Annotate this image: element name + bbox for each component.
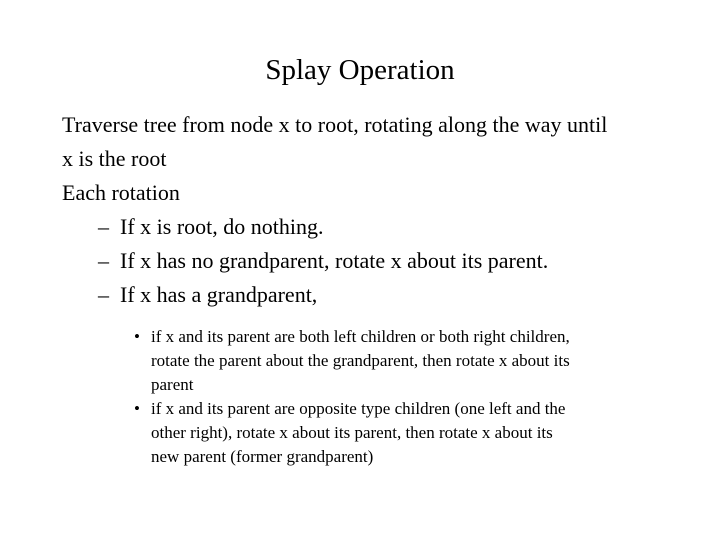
bullet-text-line: x is the root: [62, 146, 167, 171]
sub-sub-bullet-same-side: [62, 325, 682, 397]
dash-marker: –: [98, 214, 109, 239]
bullet-dot-marker: •: [134, 327, 140, 346]
sub-sub-bullet-opposite-side: [62, 397, 682, 469]
sub-bullet-has-grandparent: [62, 278, 682, 312]
bullet-text-line: other right), rotate x about its parent, then rotate x about its: [151, 423, 553, 442]
bullet-text-line: Each rotation: [62, 180, 180, 205]
dash-marker: –: [98, 282, 109, 307]
bullet-text-line: if x and its parent are opposite type children (one left and the: [151, 399, 566, 418]
bullet-each-rotation: [62, 176, 682, 210]
bullet-text-line: new parent (former grandparent): [151, 447, 374, 466]
sub-bullet-text: If x is root, do nothing.: [120, 214, 324, 239]
bullet-text-line: rotate the parent about the grandparent, then rotate x about its: [151, 351, 570, 370]
slide-body: [62, 108, 682, 469]
bullet-dot-marker: •: [134, 399, 140, 418]
dash-marker: –: [98, 248, 109, 273]
bullet-text-line: if x and its parent are both left children or both right children,: [151, 327, 570, 346]
slide-title: Splay Operation: [265, 54, 455, 86]
sub-bullet-no-grandparent: [62, 244, 682, 278]
bullet-traverse-tree: [62, 108, 682, 176]
bullet-text-line: parent: [151, 375, 194, 394]
sub-bullet-x-is-root: [62, 210, 682, 244]
sub-bullet-text: If x has a grandparent,: [120, 282, 318, 307]
bullet-text-line: Traverse tree from node x to root, rotating along the way until: [62, 112, 608, 137]
sub-bullet-text: If x has no grandparent, rotate x about its parent.: [120, 248, 549, 273]
